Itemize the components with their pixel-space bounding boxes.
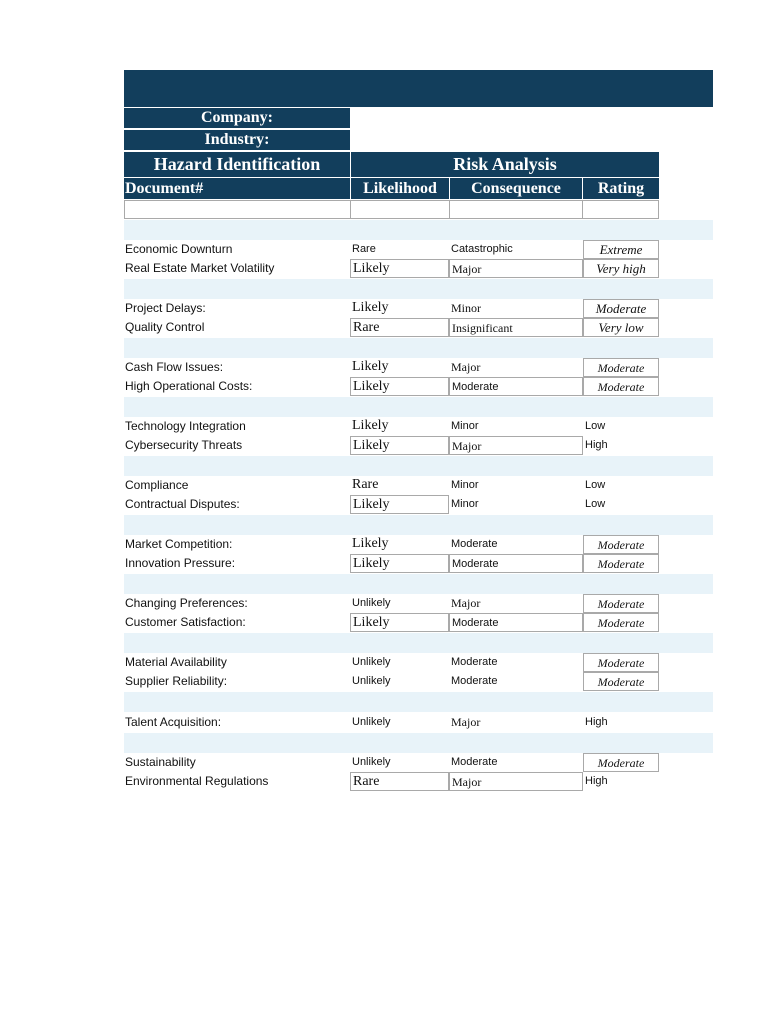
rating-cell[interactable]: Low (585, 479, 606, 491)
hazard-name: Compliance (125, 478, 189, 492)
table-row (124, 436, 659, 455)
likelihood-cell[interactable]: Rare (352, 243, 376, 255)
hazard-name: Project Delays: (125, 301, 206, 315)
risk-analysis-header: Risk Analysis (351, 152, 659, 177)
company-label: Company: (124, 108, 350, 128)
table-row (124, 535, 659, 554)
table-row (124, 476, 659, 495)
likelihood-cell[interactable]: Rare (350, 318, 449, 337)
consequence-cell[interactable]: Minor (451, 301, 481, 315)
table-row (124, 613, 659, 632)
empty-consequence-cell[interactable] (449, 200, 583, 219)
hazard-name: Quality Control (125, 320, 205, 334)
table-row (124, 554, 659, 573)
likelihood-cell[interactable]: Likely (350, 495, 449, 514)
separator-band (124, 692, 713, 712)
table-row (124, 753, 659, 772)
separator-band (124, 397, 713, 417)
rating-cell[interactable]: Moderate (583, 377, 659, 396)
consequence-cell[interactable]: Moderate (449, 613, 583, 632)
hazard-name: Technology Integration (125, 419, 246, 433)
consequence-cell[interactable]: Major (449, 436, 583, 455)
rating-cell[interactable]: Moderate (583, 653, 659, 672)
consequence-cell[interactable]: Major (451, 596, 481, 610)
consequence-cell[interactable]: Major (451, 360, 481, 374)
empty-likelihood-cell[interactable] (350, 200, 450, 219)
hazard-name: Material Availability (125, 655, 227, 669)
rating-cell[interactable]: Moderate (583, 613, 659, 632)
consequence-cell[interactable]: Moderate (451, 538, 498, 550)
likelihood-cell[interactable]: Rare (350, 772, 449, 791)
hazard-name: Contractual Disputes: (125, 497, 240, 511)
table-row (124, 772, 659, 791)
consequence-cell[interactable]: Moderate (451, 656, 498, 668)
consequence-cell[interactable]: Minor (451, 420, 479, 432)
hazard-name: Sustainability (125, 755, 196, 769)
consequence-cell[interactable]: Moderate (449, 554, 583, 573)
table-row (124, 417, 659, 436)
table-row (124, 240, 659, 259)
likelihood-cell[interactable]: Likely (350, 377, 449, 396)
consequence-cell[interactable]: Moderate (449, 377, 583, 396)
empty-rating-cell[interactable] (582, 200, 659, 219)
separator-band (124, 220, 713, 240)
column-header-consequence: Consequence (450, 178, 582, 199)
table-row (124, 713, 659, 732)
separator-band (124, 456, 713, 476)
rating-cell[interactable]: High (585, 716, 608, 728)
rating-cell[interactable]: Moderate (583, 753, 659, 772)
table-row (124, 594, 659, 613)
rating-cell[interactable]: Very low (583, 318, 659, 337)
hazard-name: Customer Satisfaction: (125, 615, 246, 629)
rating-cell[interactable]: High (585, 775, 608, 787)
rating-cell[interactable]: Moderate (583, 358, 659, 377)
likelihood-cell[interactable]: Likely (352, 359, 389, 374)
consequence-cell[interactable]: Moderate (451, 756, 498, 768)
top-banner (124, 70, 713, 107)
rating-cell[interactable]: Moderate (583, 554, 659, 573)
table-row (124, 653, 659, 672)
consequence-cell[interactable]: Minor (451, 479, 479, 491)
likelihood-cell[interactable]: Unlikely (352, 656, 391, 668)
likelihood-cell[interactable]: Likely (350, 436, 449, 455)
likelihood-cell[interactable]: Likely (350, 613, 449, 632)
table-row (124, 358, 659, 377)
industry-label: Industry: (124, 130, 350, 150)
rating-cell[interactable]: Moderate (583, 299, 659, 318)
separator-band (124, 733, 713, 753)
likelihood-cell[interactable]: Likely (350, 259, 449, 278)
hazard-identification-header: Hazard Identification (124, 152, 350, 177)
hazard-name: Market Competition: (125, 537, 233, 551)
table-row (124, 318, 659, 337)
separator-band (124, 338, 713, 358)
hazard-name: Changing Preferences: (125, 596, 248, 610)
rating-cell[interactable]: Moderate (583, 672, 659, 691)
rating-cell[interactable]: Moderate (583, 535, 659, 554)
empty-document-cell[interactable] (124, 200, 351, 219)
likelihood-cell[interactable]: Likely (352, 418, 389, 433)
consequence-cell[interactable]: Insignificant (449, 318, 583, 337)
separator-band (124, 633, 713, 653)
likelihood-cell[interactable]: Unlikely (352, 756, 391, 768)
hazard-name: Environmental Regulations (125, 774, 269, 788)
table-row (124, 299, 659, 318)
rating-cell[interactable]: Moderate (583, 594, 659, 613)
rating-cell[interactable]: Extreme (583, 240, 659, 259)
consequence-cell[interactable]: Major (451, 715, 481, 729)
consequence-cell[interactable]: Moderate (451, 675, 498, 687)
hazard-name: Cybersecurity Threats (125, 438, 243, 452)
separator-band (124, 515, 713, 535)
rating-cell[interactable]: Low (585, 498, 606, 510)
hazard-name: Real Estate Market Volatility (125, 261, 275, 275)
separator-band (124, 574, 713, 594)
column-header-rating: Rating (583, 178, 659, 199)
likelihood-cell[interactable]: Likely (350, 554, 449, 573)
hazard-name: Innovation Pressure: (125, 556, 236, 570)
hazard-name: Cash Flow Issues: (125, 360, 224, 374)
consequence-cell[interactable]: Major (449, 772, 583, 791)
table-row (124, 377, 659, 396)
likelihood-cell[interactable]: Unlikely (352, 675, 391, 687)
column-header-document: Document# (124, 178, 350, 199)
table-row (124, 495, 659, 514)
rating-cell[interactable]: High (585, 439, 608, 451)
hazard-name: Economic Downturn (125, 242, 233, 256)
consequence-cell[interactable]: Catastrophic (451, 243, 513, 255)
likelihood-cell[interactable]: Unlikely (352, 597, 391, 609)
consequence-cell[interactable]: Major (449, 259, 583, 278)
column-header-likelihood: Likelihood (351, 178, 449, 199)
hazard-name: Supplier Reliability: (125, 674, 228, 688)
consequence-cell[interactable]: Minor (451, 498, 479, 510)
table-row (124, 259, 659, 278)
likelihood-cell[interactable]: Likely (352, 300, 389, 315)
likelihood-cell[interactable]: Rare (352, 477, 379, 492)
hazard-name: High Operational Costs: (125, 379, 253, 393)
rating-cell[interactable]: Very high (583, 259, 659, 278)
hazard-name: Talent Acquisition: (125, 715, 222, 729)
separator-band (124, 279, 713, 299)
rating-cell[interactable]: Low (585, 420, 606, 432)
likelihood-cell[interactable]: Likely (352, 536, 389, 551)
likelihood-cell[interactable]: Unlikely (352, 716, 391, 728)
table-row (124, 672, 659, 691)
